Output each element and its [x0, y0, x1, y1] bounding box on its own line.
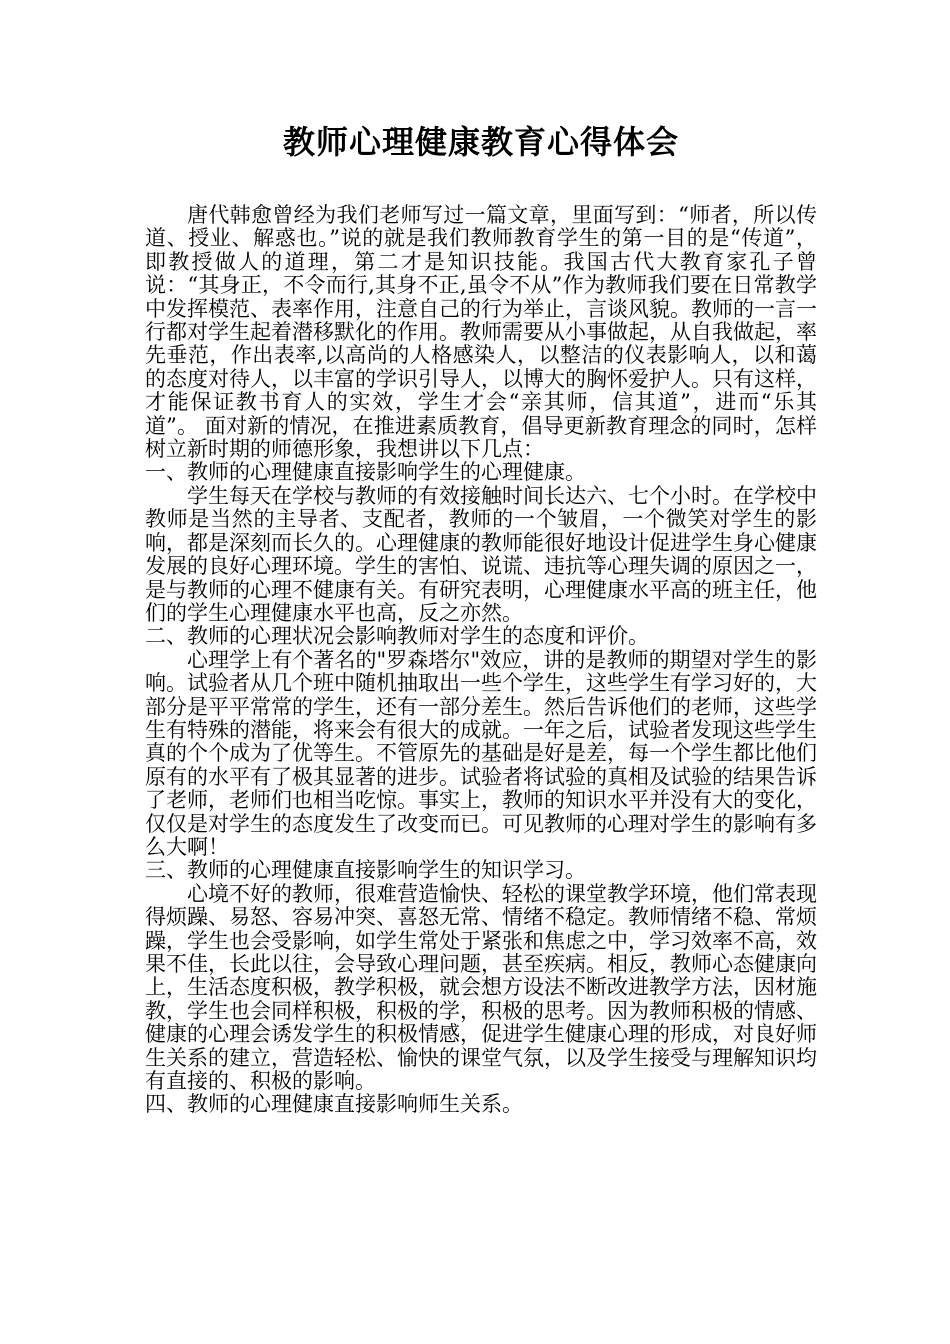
section-body-2: 心理学上有个著名的"罗森塔尔"效应，讲的是教师的期望对学生的影响。试验者从几个班中随机抽取出一些个学生，这些学生有学习好的，大部分是平平常常的学生，还有一部分差生。然后告诉他们的老师，这些学生有特殊的潜能，将来会有很大的成就。一年之后，试验者发现这些学生真的个个成为了优等生。不管原先的基础是好是差，每一个学生都比他们原有的水平有了极其显著的进步。试验者将试验的真相及试验的结果告诉了老师，老师们也相当吃惊。事实上，教师的知识水平并没有大的变化，仅仅是对学生的态度发生了改变而已。可见教师的心理对学生的影响有多么大啊！: [145, 647, 817, 859]
section-heading-4: 四、教师的心理健康直接影响师生关系。: [145, 1092, 523, 1117]
section-heading-3: 三、教师的心理健康直接影响学生的知识学习。: [145, 858, 586, 883]
intro-paragraph: 唐代韩愈曾经为我们老师写过一篇文章，里面写到：“师者，所以传道、授业、解惑也。”说的就是我们教师教育学生的第一目的是“传道”，即教授做人的道理，第二才是知识技能。我国古代大教育家孔子曾说：“其身正，不令而行,其身不正,虽令不从”作为教师我们要在日常教学中发挥模范、表率作用，注意自己的行为举止，言谈风貌。教师的一言一行都对学生起着潜移默化的作用。教师需要从小事做起，从自我做起，率先垂范，作出表率,以高尚的人格感染人，以整洁的仪表影响人，以和蔼的态度对待人，以丰富的学识引导人，以博大的胸怀爱护人。只有这样，才能保证教书育人的实效，学生才会“亲其师，信其道”，进而“乐其道”。 面对新的情况，在推进素质教育，倡导更新教育理念的同时，怎样树立新时期的师德形象，我想讲以下几点：: [145, 203, 817, 462]
section-heading-2: 二、教师的心理状况会影响教师对学生的态度和评价。: [145, 624, 649, 649]
section-body-1: 学生每天在学校与教师的有效接触时间长达六、七个小时。在学校中教师是当然的主导者、支配者，教师的一个皱眉，一个微笑对学生的影响，都是深刻而长久的。心理健康的教师能很好地设计促进学生身心健康发展的良好心理环境。学生的害怕、说谎、违抗等心理失调的原因之一，是与教师的心理不健康有关。有研究表明，心理健康水平高的班主任，他们的学生心理健康水平也高，反之亦然。: [145, 483, 817, 625]
section-heading-1: 一、教师的心理健康直接影响学生的心理健康。: [145, 460, 586, 485]
document-page: [145, 122, 817, 1117]
section-body-3: 心境不好的教师，很难营造愉快、轻松的课堂教学环境，他们常表现得烦躁、易怒、容易冲突、喜怒无常、情绪不稳定。教师情绪不稳、常烦躁，学生也会受影响，如学生常处于紧张和焦虑之中，学习效率不高，效果不佳，长此以往，会导致心理问题，甚至疾病。相反，教师心态健康向上，生活态度积极，教学积极，就会想方设法不断改进教学方法，因材施教，学生也会同样积极，积极的学，积极的思考。因为教师积极的情感、健康的心理会诱发学生的积极情感，促进学生健康心理的形成，对良好师生关系的建立，营造轻松、愉快的课堂气氛，以及学生接受与理解知识均有直接的、积极的影响。: [145, 881, 817, 1094]
document-title: 教师心理健康教育心得体会: [282, 123, 679, 161]
